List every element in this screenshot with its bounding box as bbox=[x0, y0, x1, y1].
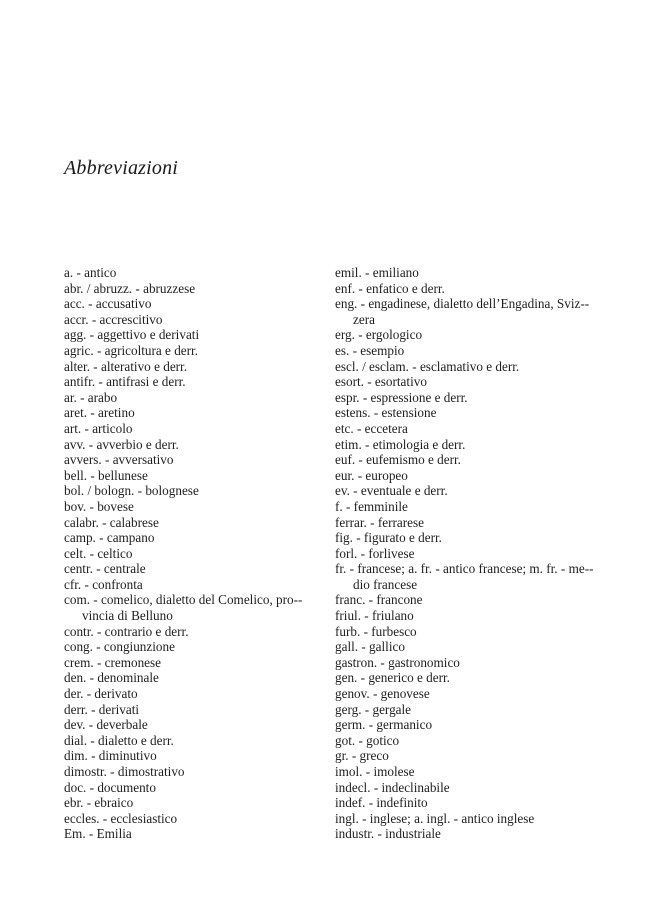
abbreviation-entry: crem. - cremonese bbox=[64, 654, 162, 670]
abbreviation-entry: aret. - aretino bbox=[64, 405, 135, 421]
abbreviation-entry: ferrar. - ferrarese bbox=[335, 514, 424, 530]
abbreviation-entry: avvers. - avversativo bbox=[64, 452, 174, 468]
abbreviation-entry: bol. / bologn. - bolognese bbox=[64, 483, 199, 499]
abbreviation-entry: etim. - etimologia e derr. bbox=[335, 436, 466, 452]
abbreviation-entry: derr. - derivati bbox=[64, 701, 140, 717]
abbreviation-entry: f. - femminile bbox=[335, 498, 408, 514]
abbreviation-entry: imol. - imolese bbox=[335, 764, 415, 779]
abbreviation-entry: etc. - eccetera bbox=[335, 420, 408, 436]
abbreviation-entry: antifr. - antifrasi e derr. bbox=[64, 374, 186, 390]
abbreviation-entry: eng. - engadinese, dialetto dell’Engadina, Sviz-zera bbox=[335, 296, 590, 327]
abbreviation-entry: escl. / esclam. - esclamativo e derr. bbox=[335, 358, 520, 374]
abbreviation-entry: bov. - bovese bbox=[64, 498, 134, 514]
abbreviation-entry: accr. - accrescitivo bbox=[64, 311, 163, 327]
abbreviation-entry: cfr. - confronta bbox=[64, 576, 143, 592]
abbreviation-entry: erg. - ergologico bbox=[335, 327, 423, 343]
abbreviation-entry: acc. - accusativo bbox=[64, 296, 152, 312]
abbreviation-entry: avv. - avverbio e derr. bbox=[64, 436, 179, 452]
abbreviation-entry: gall. - gallico bbox=[335, 639, 405, 655]
abbreviation-entry: abr. / abruzz. - abruzzese bbox=[64, 280, 196, 296]
abbreviation-entry: den. - denominale bbox=[64, 670, 159, 686]
abbreviation-entry: dimostr. - dimostrativo bbox=[64, 764, 185, 779]
abbreviation-entry: contr. - contrario e derr. bbox=[64, 623, 189, 639]
abbreviation-entry: indecl. - indeclinabile bbox=[335, 779, 450, 795]
abbreviation-entry: gerg. - gergale bbox=[335, 701, 412, 717]
abbreviation-entry: espr. - espressione e derr. bbox=[335, 389, 468, 405]
abbreviation-entry: got. - gotico bbox=[335, 732, 400, 748]
abbreviations-left-column bbox=[64, 265, 322, 842]
abbreviation-entry: estens. - estensione bbox=[335, 405, 437, 421]
abbreviation-entry: es. - esempio bbox=[335, 342, 405, 358]
abbreviation-entry: indef. - indefinito bbox=[335, 795, 428, 811]
abbreviation-entry: gen. - generico e derr. bbox=[335, 670, 450, 686]
abbreviation-entry: camp. - campano bbox=[64, 530, 155, 546]
abbreviation-entry: der. - derivato bbox=[64, 686, 138, 702]
abbreviation-entry: ev. - eventuale e derr. bbox=[335, 483, 448, 499]
abbreviation-entry: furb. - furbesco bbox=[335, 623, 417, 639]
abbreviation-entry: doc. - documento bbox=[64, 779, 156, 795]
abbreviation-entry: centr. - centrale bbox=[64, 561, 146, 577]
abbreviations-right-column bbox=[335, 265, 597, 842]
abbreviation-entry: Em. - Emilia bbox=[64, 826, 132, 842]
abbreviation-entry: a. - antico bbox=[64, 265, 117, 280]
abbreviation-entry: alter. - alterativo e derr. bbox=[64, 358, 188, 374]
abbreviation-entry: eur. - europeo bbox=[335, 467, 408, 483]
abbreviation-entry: enf. - enfatico e derr. bbox=[335, 280, 445, 296]
abbreviation-entry: ebr. - ebraico bbox=[64, 795, 134, 811]
abbreviation-entry: fig. - figurato e derr. bbox=[335, 530, 442, 546]
abbreviation-entry: genov. - genovese bbox=[335, 686, 430, 702]
page-title: Abbreviazioni bbox=[64, 157, 179, 179]
abbreviation-entry: gr. - greco bbox=[335, 748, 389, 764]
abbreviation-entry: friul. - friulano bbox=[335, 608, 414, 624]
abbreviation-entry: com. - comelico, dialetto del Comelico, pro-vincia di Belluno bbox=[64, 592, 303, 624]
abbreviation-entry: franc. - francone bbox=[335, 592, 423, 608]
abbreviation-entry: ingl. - inglese; a. ingl. - antico inglese bbox=[335, 810, 535, 826]
abbreviation-entry: germ. - germanico bbox=[335, 717, 433, 733]
abbreviation-entry: esort. - esortativo bbox=[335, 374, 427, 390]
abbreviation-entry: forl. - forlivese bbox=[335, 545, 415, 561]
abbreviation-entry: euf. - eufemismo e derr. bbox=[335, 452, 461, 468]
abbreviation-entry: emil. - emiliano bbox=[335, 265, 419, 280]
abbreviation-entry: fr. - francese; a. fr. - antico francese; m. fr. - me-dio francese bbox=[335, 561, 594, 592]
abbreviation-entry: agg. - aggettivo e derivati bbox=[64, 327, 200, 343]
abbreviation-entry: art. - articolo bbox=[64, 420, 133, 436]
abbreviation-entry: agric. - agricoltura e derr. bbox=[64, 342, 198, 358]
abbreviation-entry: cong. - congiunzione bbox=[64, 639, 175, 655]
abbreviation-entry: dim. - diminutivo bbox=[64, 748, 157, 764]
abbreviation-entry: eccles. - ecclesiastico bbox=[64, 810, 178, 826]
abbreviation-entry: industr. - industriale bbox=[335, 826, 441, 842]
abbreviation-entry: celt. - celtico bbox=[64, 545, 133, 561]
abbreviation-entry: dev. - deverbale bbox=[64, 717, 148, 733]
abbreviation-entry: gastron. - gastronomico bbox=[335, 654, 460, 670]
abbreviation-entry: dial. - dialetto e derr. bbox=[64, 732, 174, 748]
abbreviation-entry: ar. - arabo bbox=[64, 389, 118, 405]
abbreviation-entry: bell. - bellunese bbox=[64, 467, 148, 483]
abbreviation-entry: calabr. - calabrese bbox=[64, 514, 159, 530]
